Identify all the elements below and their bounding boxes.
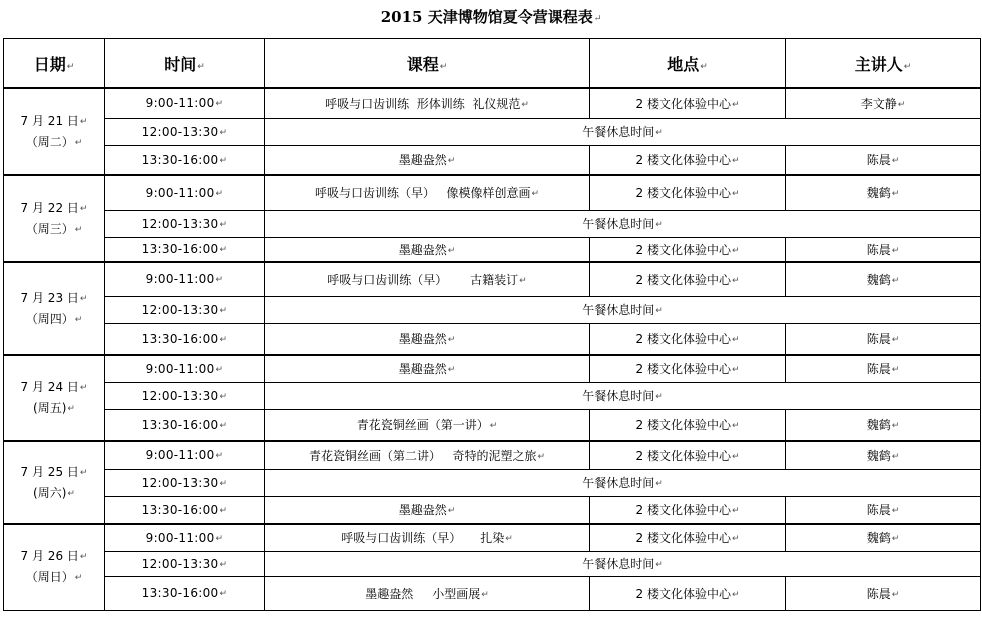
time-text: 12:00-13:30 <box>141 216 219 231</box>
speaker-text: 陈晨 <box>866 332 891 347</box>
paragraph-mark-icon: ↵ <box>891 534 900 545</box>
speaker-cell <box>786 175 981 210</box>
paragraph-mark-icon: ↵ <box>731 189 740 200</box>
header-date <box>4 39 105 89</box>
break-text: 午餐休息时间 <box>582 389 655 403</box>
page-title-text: 2015 天津博物馆夏令营课程表 <box>380 8 593 26</box>
location-text: 2 楼文化体验中心 <box>635 531 731 546</box>
header-row <box>4 39 981 89</box>
page-title <box>0 6 982 30</box>
speaker-text: 陈晨 <box>866 242 891 257</box>
weekday-label <box>4 398 104 419</box>
paragraph-mark-icon: ↵ <box>531 189 539 200</box>
course-cell <box>265 576 590 610</box>
paragraph-mark-icon: ↵ <box>655 220 663 230</box>
time-cell <box>105 237 265 262</box>
paragraph-mark-icon: ↵ <box>447 245 456 256</box>
paragraph-mark-icon: ↵ <box>74 573 83 584</box>
time-cell <box>105 409 265 441</box>
break-cell <box>265 210 981 237</box>
time-text: 13:30-16:00 <box>141 417 219 432</box>
time-cell <box>105 262 265 296</box>
date-text: 7 月 22 日 <box>20 200 79 215</box>
paragraph-mark-icon: ↵ <box>891 365 900 376</box>
time-cell <box>105 382 265 409</box>
break-text: 午餐休息时间 <box>582 303 655 317</box>
paragraph-mark-icon: ↵ <box>891 335 900 346</box>
course-text: 墨趣盎然 <box>398 332 447 347</box>
paragraph-mark-icon: ↵ <box>700 61 708 72</box>
course-text: 呼吸与口齿训练（早） 像模像样创意画 <box>315 186 531 201</box>
paragraph-mark-icon: ↵ <box>731 421 740 432</box>
location-cell <box>590 524 786 551</box>
paragraph-mark-icon: ↵ <box>481 589 489 600</box>
speaker-cell <box>786 524 981 551</box>
time-text: 12:00-13:30 <box>141 556 219 571</box>
date-label <box>4 462 104 483</box>
time-cell <box>105 551 265 576</box>
break-text: 午餐休息时间 <box>582 217 655 231</box>
paragraph-mark-icon: ↵ <box>219 219 228 230</box>
time-text: 13:30-16:00 <box>141 331 219 346</box>
paragraph-mark-icon: ↵ <box>79 383 88 393</box>
table-row <box>4 576 981 610</box>
paragraph-mark-icon: ↵ <box>219 505 228 516</box>
table-row <box>4 469 981 496</box>
location-text: 2 楼文化体验中心 <box>635 186 731 201</box>
location-cell <box>590 145 786 175</box>
location-text: 2 楼文化体验中心 <box>635 272 731 287</box>
header-course-label: 课程 <box>406 54 439 74</box>
course-cell <box>265 409 590 441</box>
paragraph-mark-icon: ↵ <box>74 224 83 235</box>
paragraph-mark-icon: ↵ <box>219 245 228 256</box>
speaker-text: 陈晨 <box>866 153 891 168</box>
time-cell <box>105 210 265 237</box>
paragraph-mark-icon: ↵ <box>731 506 740 517</box>
paragraph-mark-icon: ↵ <box>219 334 228 345</box>
table-row <box>4 237 981 262</box>
schedule-body <box>4 88 981 610</box>
paragraph-mark-icon: ↵ <box>891 275 900 286</box>
time-text: 12:00-13:30 <box>141 302 219 317</box>
paragraph-mark-icon: ↵ <box>891 156 900 167</box>
paragraph-mark-icon: ↵ <box>731 99 740 110</box>
table-row <box>4 496 981 524</box>
paragraph-mark-icon: ↵ <box>79 203 88 214</box>
weekday-text: （周四） <box>25 311 74 326</box>
date-label <box>4 198 104 219</box>
weekday-label <box>4 567 104 588</box>
time-text: 9:00-11:00 <box>145 448 215 463</box>
paragraph-mark-icon: ↵ <box>489 421 498 432</box>
paragraph-mark-icon: ↵ <box>655 392 663 402</box>
table-row <box>4 118 981 145</box>
paragraph-mark-icon: ↵ <box>197 61 205 72</box>
speaker-text: 魏鹤 <box>866 448 891 463</box>
paragraph-mark-icon: ↵ <box>79 293 88 304</box>
speaker-cell <box>786 441 981 469</box>
paragraph-mark-icon: ↵ <box>219 589 228 599</box>
break-cell <box>265 118 981 145</box>
speaker-text: 魏鹤 <box>866 418 891 433</box>
location-text: 2 楼文化体验中心 <box>635 418 731 433</box>
break-text: 午餐休息时间 <box>582 557 655 571</box>
speaker-cell <box>786 88 981 118</box>
break-cell <box>265 382 981 409</box>
time-text: 13:30-16:00 <box>141 152 219 167</box>
course-cell <box>265 145 590 175</box>
weekday-label <box>4 219 104 240</box>
header-date-label: 日期 <box>33 54 66 74</box>
date-label <box>4 377 104 398</box>
course-cell <box>265 323 590 355</box>
speaker-cell <box>786 262 981 296</box>
paragraph-mark-icon: ↵ <box>215 275 224 286</box>
table-row <box>4 210 981 237</box>
location-cell <box>590 576 786 610</box>
speaker-cell <box>786 409 981 441</box>
course-text: 墨趣盎然 小型画展 <box>365 586 481 601</box>
course-text: 呼吸与口齿训练 形体训练 礼仪规范 <box>325 96 521 111</box>
paragraph-mark-icon: ↵ <box>447 365 456 376</box>
time-text: 12:00-13:30 <box>141 124 219 139</box>
time-text: 9:00-11:00 <box>145 361 215 376</box>
location-cell <box>590 175 786 210</box>
paragraph-mark-icon: ↵ <box>447 156 456 167</box>
header-course <box>265 39 590 89</box>
paragraph-mark-icon: ↵ <box>731 335 740 346</box>
table-row <box>4 175 981 210</box>
course-cell <box>265 441 590 469</box>
speaker-cell <box>786 355 981 382</box>
paragraph-mark-icon: ↵ <box>67 404 75 414</box>
paragraph-mark-icon: ↵ <box>897 99 906 110</box>
speaker-text: 陈晨 <box>866 586 891 601</box>
paragraph-mark-icon: ↵ <box>593 14 602 24</box>
location-text: 2 楼文化体验中心 <box>635 448 731 463</box>
break-text: 午餐休息时间 <box>582 476 655 490</box>
paragraph-mark-icon: ↵ <box>655 128 663 138</box>
paragraph-mark-icon: ↵ <box>655 306 663 316</box>
time-text: 9:00-11:00 <box>145 185 215 200</box>
time-text: 13:30-16:00 <box>141 586 219 600</box>
time-cell <box>105 175 265 210</box>
schedule-table <box>3 38 981 611</box>
course-cell <box>265 262 590 296</box>
paragraph-mark-icon: ↵ <box>219 391 228 402</box>
paragraph-mark-icon: ↵ <box>891 245 900 256</box>
paragraph-mark-icon: ↵ <box>655 479 663 489</box>
date-label <box>4 111 104 132</box>
date-text: 7 月 21 日 <box>20 113 79 128</box>
speaker-text: 陈晨 <box>866 362 891 377</box>
paragraph-mark-icon: ↵ <box>891 506 900 517</box>
time-text: 12:00-13:30 <box>141 475 219 490</box>
header-speaker <box>786 39 981 89</box>
break-text: 午餐休息时间 <box>582 125 655 139</box>
weekday-label <box>4 132 104 153</box>
table-row <box>4 524 981 551</box>
course-text: 墨趣盎然 <box>398 503 447 518</box>
date-cell <box>4 262 105 355</box>
break-cell <box>265 469 981 496</box>
speaker-cell <box>786 145 981 175</box>
time-cell <box>105 524 265 551</box>
break-cell <box>265 296 981 323</box>
paragraph-mark-icon: ↵ <box>215 533 224 544</box>
speaker-text: 李文静 <box>860 96 897 111</box>
paragraph-mark-icon: ↵ <box>891 189 900 200</box>
course-text: 青花瓷铜丝画（第一讲） <box>356 418 489 433</box>
header-speaker-label: 主讲人 <box>854 54 903 74</box>
location-cell <box>590 323 786 355</box>
table-row <box>4 382 981 409</box>
time-cell <box>105 88 265 118</box>
time-text: 9:00-11:00 <box>145 96 215 111</box>
location-text: 2 楼文化体验中心 <box>635 362 731 377</box>
header-time-label: 时间 <box>164 54 197 74</box>
speaker-cell <box>786 323 981 355</box>
paragraph-mark-icon: ↵ <box>519 275 527 286</box>
time-cell <box>105 118 265 145</box>
paragraph-mark-icon: ↵ <box>215 188 224 199</box>
time-text: 9:00-11:00 <box>145 530 215 545</box>
date-cell <box>4 441 105 524</box>
paragraph-mark-icon: ↵ <box>219 127 228 138</box>
date-text: 7 月 23 日 <box>20 290 79 305</box>
weekday-text: （周日） <box>25 570 74 585</box>
speaker-text: 陈晨 <box>866 503 891 518</box>
time-cell <box>105 296 265 323</box>
paragraph-mark-icon: ↵ <box>79 467 88 478</box>
course-cell <box>265 237 590 262</box>
paragraph-mark-icon: ↵ <box>439 61 448 72</box>
speaker-text: 魏鹤 <box>866 186 891 201</box>
speaker-cell <box>786 496 981 524</box>
table-row <box>4 323 981 355</box>
table-row <box>4 551 981 576</box>
paragraph-mark-icon: ↵ <box>731 245 740 256</box>
header-time <box>105 39 265 89</box>
paragraph-mark-icon: ↵ <box>215 364 224 375</box>
location-cell <box>590 88 786 118</box>
date-cell <box>4 88 105 175</box>
date-cell <box>4 175 105 262</box>
date-label <box>4 288 104 309</box>
paragraph-mark-icon: ↵ <box>219 559 228 570</box>
time-text: 13:30-16:00 <box>141 242 219 257</box>
table-row <box>4 88 981 118</box>
paragraph-mark-icon: ↵ <box>219 305 228 316</box>
time-text: 12:00-13:30 <box>141 388 219 403</box>
course-text: 呼吸与口齿训练（早） 扎染 <box>341 531 505 546</box>
location-text: 2 楼文化体验中心 <box>635 332 731 347</box>
location-cell <box>590 355 786 382</box>
paragraph-mark-icon: ↵ <box>731 589 740 600</box>
weekday-text: (周五) <box>33 401 67 415</box>
table-row <box>4 441 981 469</box>
paragraph-mark-icon: ↵ <box>219 420 228 431</box>
paragraph-mark-icon: ↵ <box>655 560 663 570</box>
course-text: 墨趣盎然 <box>398 153 447 168</box>
paragraph-mark-icon: ↵ <box>79 552 88 563</box>
course-cell <box>265 524 590 551</box>
speaker-text: 魏鹤 <box>866 272 891 287</box>
time-cell <box>105 323 265 355</box>
paragraph-mark-icon: ↵ <box>215 451 224 462</box>
header-location-label: 地点 <box>667 54 700 74</box>
location-text: 2 楼文化体验中心 <box>635 503 731 518</box>
location-text: 2 楼文化体验中心 <box>635 153 731 168</box>
date-text: 7 月 26 日 <box>20 549 79 564</box>
paragraph-mark-icon: ↵ <box>903 61 912 72</box>
paragraph-mark-icon: ↵ <box>67 488 75 499</box>
paragraph-mark-icon: ↵ <box>79 116 88 127</box>
speaker-cell <box>786 237 981 262</box>
time-cell <box>105 496 265 524</box>
paragraph-mark-icon: ↵ <box>447 506 456 517</box>
course-text: 墨趣盎然 <box>398 362 447 377</box>
course-cell <box>265 496 590 524</box>
paragraph-mark-icon: ↵ <box>215 99 224 110</box>
date-cell <box>4 524 105 610</box>
location-text: 2 楼文化体验中心 <box>635 586 731 601</box>
paragraph-mark-icon: ↵ <box>521 99 529 110</box>
date-text: 7 月 25 日 <box>20 464 79 479</box>
location-cell <box>590 409 786 441</box>
location-cell <box>590 237 786 262</box>
course-text: 青花瓷铜丝画（第二讲） 奇特的泥塑之旅 <box>309 448 537 463</box>
paragraph-mark-icon: ↵ <box>505 534 513 545</box>
table-row <box>4 355 981 382</box>
weekday-text: （周二） <box>25 134 74 149</box>
paragraph-mark-icon: ↵ <box>891 589 900 600</box>
break-cell <box>265 551 981 576</box>
paragraph-mark-icon: ↵ <box>891 451 900 462</box>
paragraph-mark-icon: ↵ <box>537 451 545 462</box>
course-text: 墨趣盎然 <box>398 242 447 257</box>
paragraph-mark-icon: ↵ <box>66 61 75 72</box>
weekday-label <box>4 309 104 330</box>
paragraph-mark-icon: ↵ <box>731 365 740 376</box>
course-cell <box>265 175 590 210</box>
date-text: 7 月 24 日 <box>20 380 79 394</box>
location-text: 2 楼文化体验中心 <box>635 242 731 257</box>
paragraph-mark-icon: ↵ <box>74 137 83 148</box>
header-location <box>590 39 786 89</box>
location-cell <box>590 441 786 469</box>
time-cell <box>105 441 265 469</box>
time-cell <box>105 576 265 610</box>
course-cell <box>265 355 590 382</box>
location-text: 2 楼文化体验中心 <box>635 96 731 111</box>
table-row <box>4 409 981 441</box>
table-row <box>4 145 981 175</box>
time-text: 13:30-16:00 <box>141 502 219 517</box>
paragraph-mark-icon: ↵ <box>891 421 900 432</box>
speaker-cell <box>786 576 981 610</box>
course-cell <box>265 88 590 118</box>
paragraph-mark-icon: ↵ <box>447 335 456 346</box>
time-text: 9:00-11:00 <box>145 272 215 287</box>
paragraph-mark-icon: ↵ <box>219 155 228 166</box>
weekday-text: （周三） <box>25 221 74 236</box>
location-cell <box>590 262 786 296</box>
table-row <box>4 296 981 323</box>
time-cell <box>105 469 265 496</box>
location-cell <box>590 496 786 524</box>
date-label <box>4 546 104 567</box>
time-cell <box>105 355 265 382</box>
paragraph-mark-icon: ↵ <box>219 478 228 489</box>
weekday-label <box>4 483 104 504</box>
course-text: 呼吸与口齿训练（早） 古籍装订 <box>327 272 519 287</box>
paragraph-mark-icon: ↵ <box>731 534 740 545</box>
paragraph-mark-icon: ↵ <box>731 451 740 462</box>
weekday-text: (周六) <box>33 485 67 500</box>
paragraph-mark-icon: ↵ <box>731 275 740 286</box>
date-cell <box>4 355 105 441</box>
time-cell <box>105 145 265 175</box>
paragraph-mark-icon: ↵ <box>731 156 740 167</box>
paragraph-mark-icon: ↵ <box>74 314 83 325</box>
speaker-text: 魏鹤 <box>866 531 891 546</box>
table-row <box>4 262 981 296</box>
